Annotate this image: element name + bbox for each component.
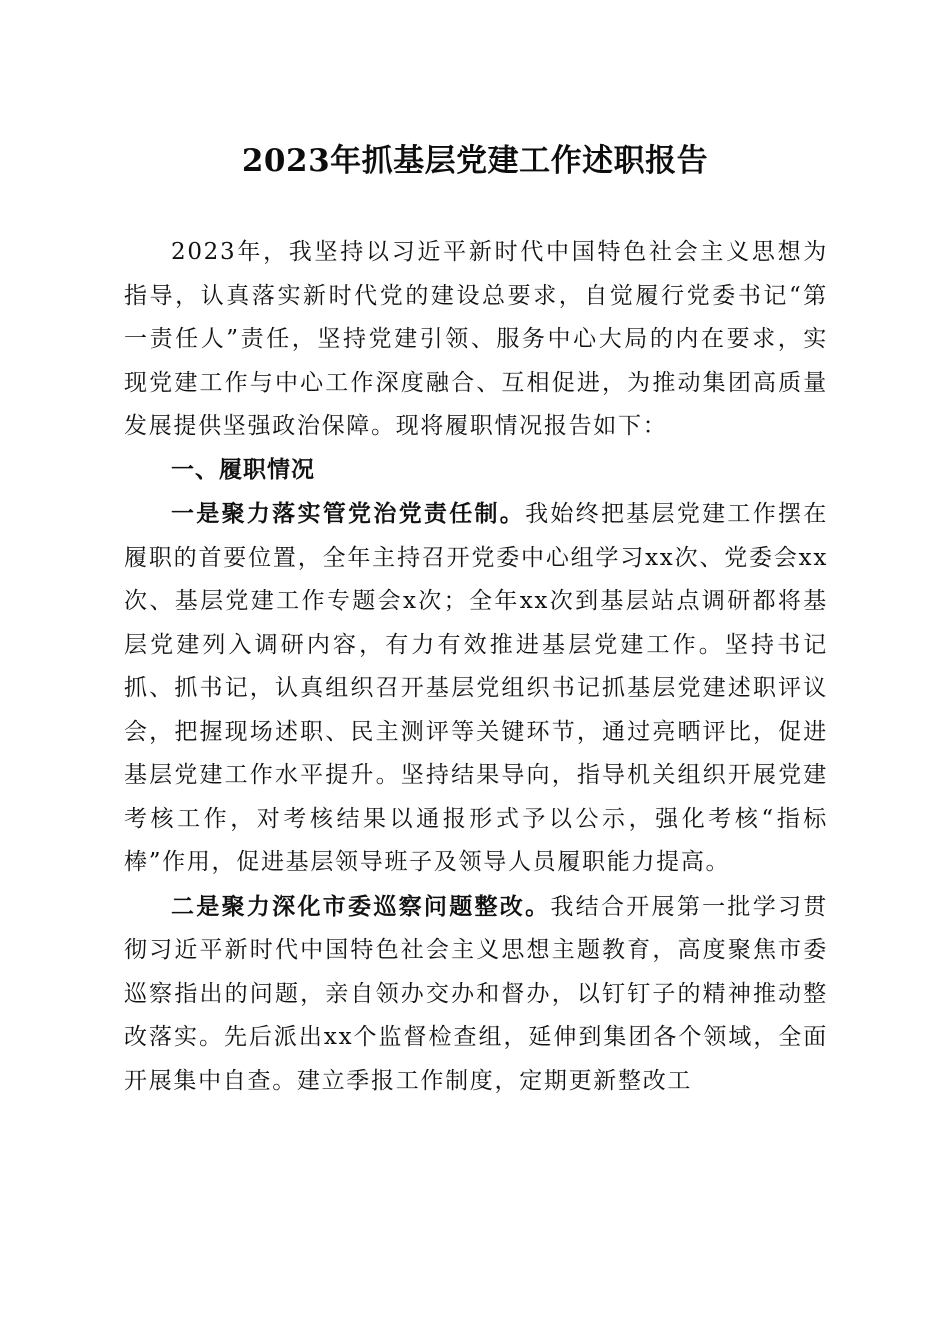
paragraph-text: 我结合开展第一批学习贯彻习近平新时代中国特色社会主义思想主题教育，高度聚焦市委巡察指出的问题，亲自领办交办和督办，以钉钉子的精神推动整改落实。先后派出xx个监督检查组，延伸到集团各个领域，全面开展集中自查。建立季报工作制度，定期更新整改工 — [124, 893, 829, 1094]
section-heading: 一、履职情况 — [171, 456, 315, 483]
document-body — [124, 231, 828, 1103]
paragraph-item-2 — [124, 885, 828, 1104]
paragraph-text: 我始终把基层党建工作摆在履职的首要位置，全年主持召开党委中心组学习xx次、党委会xx次、基层党建工作专题会x次；全年xx次到基层站点调研都将基层党建列入调研内容，有力有效推进基层党建工作。坚持书记抓、抓书记，认真组织召开基层党组织书记抓基层党建述职评议会，把握现场述职、民主测评等关键环节，通过亮晒评比，促进基层党建工作水平提升。坚持结果导向，指导机关组织开展党建考核工作，对考核结果以通报形式予以公示，强化考核“指标棒”作用，促进基层领导班子及领导人员履职能力提高。 — [124, 501, 828, 875]
paragraph-lead: 一是聚力落实管党治党责任制。 — [171, 500, 526, 527]
paragraph-lead: 二是聚力深化市委巡察问题整改。 — [171, 892, 551, 920]
intro-paragraph: 2023年，我坚持以习近平新时代中国特色社会主义思想为指导，认真落实新时代党的建设总要求，自觉履行党委书记“第一责任人”责任，坚持党建引领、服务中心大局的内在要求，实现党建工作与中心工作深度融合、互相促进，为推动集团高质量发展提供坚强政治保障。现将履职情况报告如下： — [124, 239, 828, 439]
document-title: 2023年抓基层党建工作述职报告 — [241, 143, 709, 179]
paragraph-item-1 — [124, 492, 828, 885]
